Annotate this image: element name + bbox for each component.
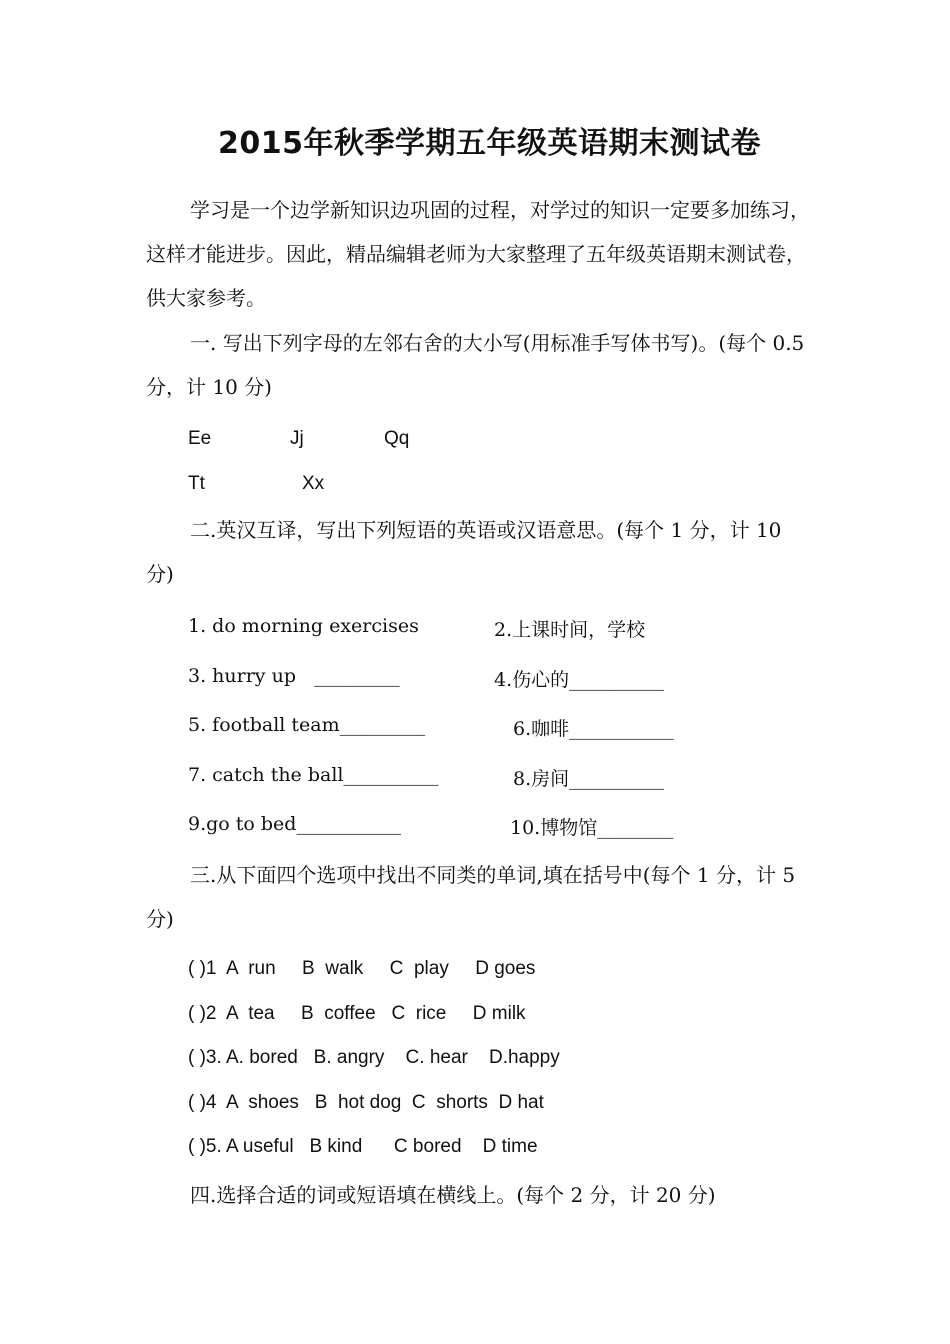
section-1-heading: 一. 写出下列字母的左邻右舍的大小写(用标准手写体书写)。(每个 0.5 分，计 10 分) (146, 331, 805, 399)
translation-item-3: 3. hurry up _________ (188, 665, 400, 687)
intro-paragraph: 学习是一个边学新知识边巩固的过程，对学过的知识一定要多加练习，这样才能进步。因此，精品编辑老师为大家整理了五年级英语期末测试卷，供大家参考。 (146, 198, 810, 310)
translation-item-8: 8.房间__________ (513, 768, 665, 790)
choice-item-1: ( )1 A run B walk C play D goes (188, 958, 536, 979)
section-2-heading: 二.英汉互译，写出下列短语的英语或汉语意思。(每个 1 分，计 10 分) (146, 518, 782, 586)
letter-tt: Tt (188, 473, 205, 494)
translation-item-10: 10.博物馆________ (510, 817, 674, 839)
translation-item-2: 2.上课时间，学校 (494, 619, 646, 641)
translation-item-6: 6.咖啡___________ (513, 718, 674, 740)
translation-item-5: 5. football team_________ (188, 714, 426, 736)
letter-xx: Xx (302, 473, 325, 494)
translation-item-4: 4.伤心的__________ (494, 669, 665, 691)
choice-item-4: ( )4 A shoes B hot dog C shorts D hat (188, 1092, 544, 1113)
choice-item-5: ( )5. A useful B kind C bored D time (188, 1136, 538, 1157)
choice-item-3: ( )3. A. bored B. angry C. hear D.happy (188, 1047, 560, 1068)
choice-item-2: ( )2 A tea B coffee C rice D milk (188, 1003, 526, 1024)
section-3-heading: 三.从下面四个选项中找出不同类的单词,填在括号中(每个 1 分，计 5 分) (146, 863, 796, 931)
translation-item-7: 7. catch the ball__________ (188, 764, 439, 786)
page-title: 2015年秋季学期五年级英语期末测试卷 (218, 126, 761, 161)
translation-item-9: 9.go to bed___________ (188, 813, 401, 835)
section-4-heading: 四.选择合适的词或短语填在横线上。(每个 2 分，计 20 分) (190, 1183, 716, 1207)
letter-qq: Qq (384, 428, 410, 449)
letter-ee: Ee (188, 428, 212, 449)
letter-jj: Jj (290, 428, 304, 449)
translation-item-1: 1. do morning exercises (188, 615, 419, 637)
